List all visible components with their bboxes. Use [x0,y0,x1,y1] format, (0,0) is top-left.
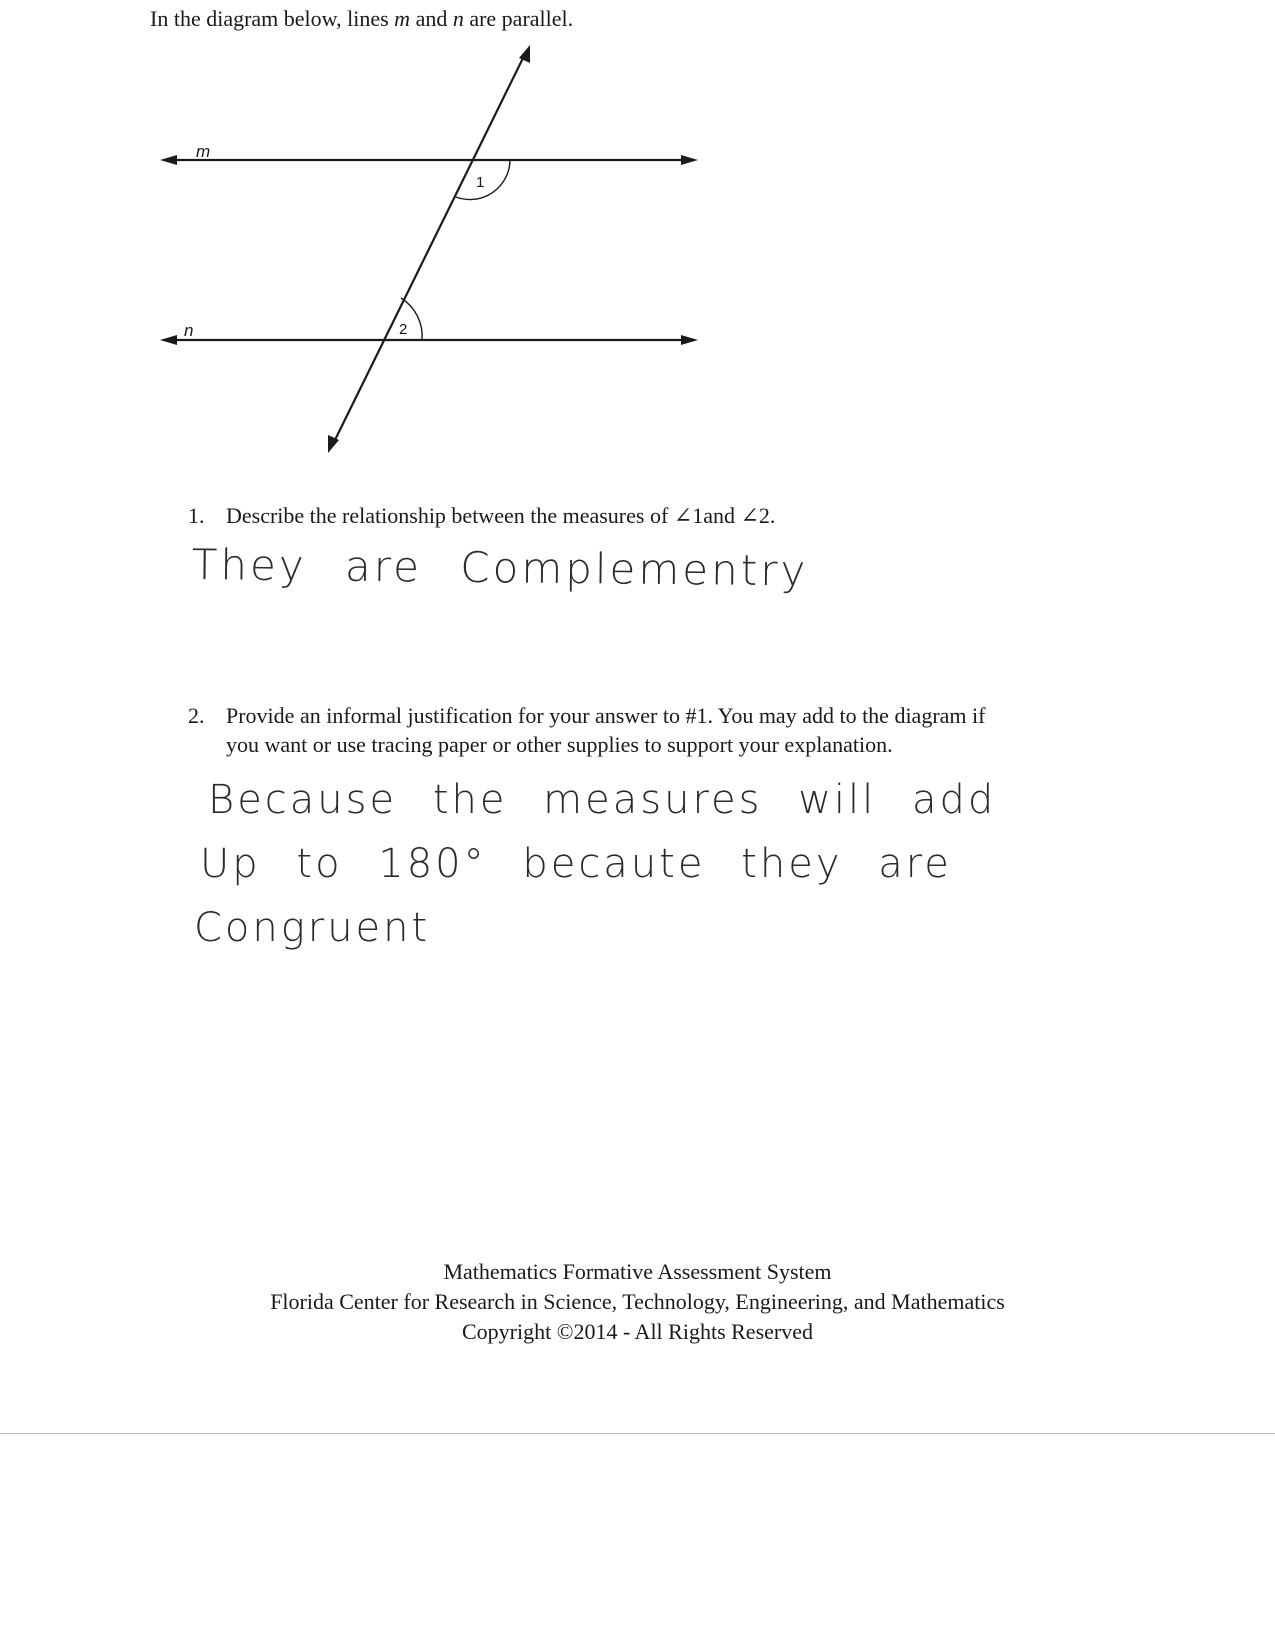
line-m-left-arrow [160,155,177,165]
intro-after: are parallel. [463,6,574,31]
line-m-right-arrow [681,155,698,165]
question-1-text: Describe the relationship between the measures of ∠1and ∠2. [226,503,776,528]
line-n-right-arrow [681,335,698,345]
question-2-text [226,701,985,759]
question-2-answer-line-1: Because the measures will add [208,777,997,823]
question-2-number: 2. [188,703,205,728]
question-2-line-2: you want or use tracing paper or other supplies to support your explanation. [226,732,893,757]
line-n-name: n [452,6,464,31]
line-m-label: m [196,142,211,161]
question-2-line-1: Provide an informal justification for your answer to #1. You may add to the diagram if [226,703,986,728]
footer [0,1257,1275,1347]
parallel-lines-diagram [0,0,1275,480]
question-2-answer [194,768,997,960]
transversal-bottom-arrow [328,435,339,453]
footer-line-3: Copyright ©2014 - All Rights Reserved [462,1319,813,1344]
transversal [332,52,526,446]
transversal-top-arrow [519,45,530,63]
angle-1-label: 1 [476,174,485,191]
scan-divider [0,1433,1275,1434]
line-m-name: m [394,6,411,31]
question-1-number: 1. [188,503,205,528]
question-2-answer-line-2: Up to 180° becaute they are [200,841,952,887]
line-n-left-arrow [160,335,177,345]
footer-line-2: Florida Center for Research in Science, Technology, Engineering, and Mathematics [270,1289,1005,1314]
line-n-label: n [184,321,194,340]
footer-line-1: Mathematics Formative Assessment System [443,1259,832,1284]
question-2-answer-line-3: Congruent [194,905,431,951]
intro-before: In the diagram below, lines [150,6,395,31]
angle-2-label: 2 [399,321,408,338]
question-1-answer: They are Complementry [191,540,809,596]
intro-middle: and [410,6,453,31]
